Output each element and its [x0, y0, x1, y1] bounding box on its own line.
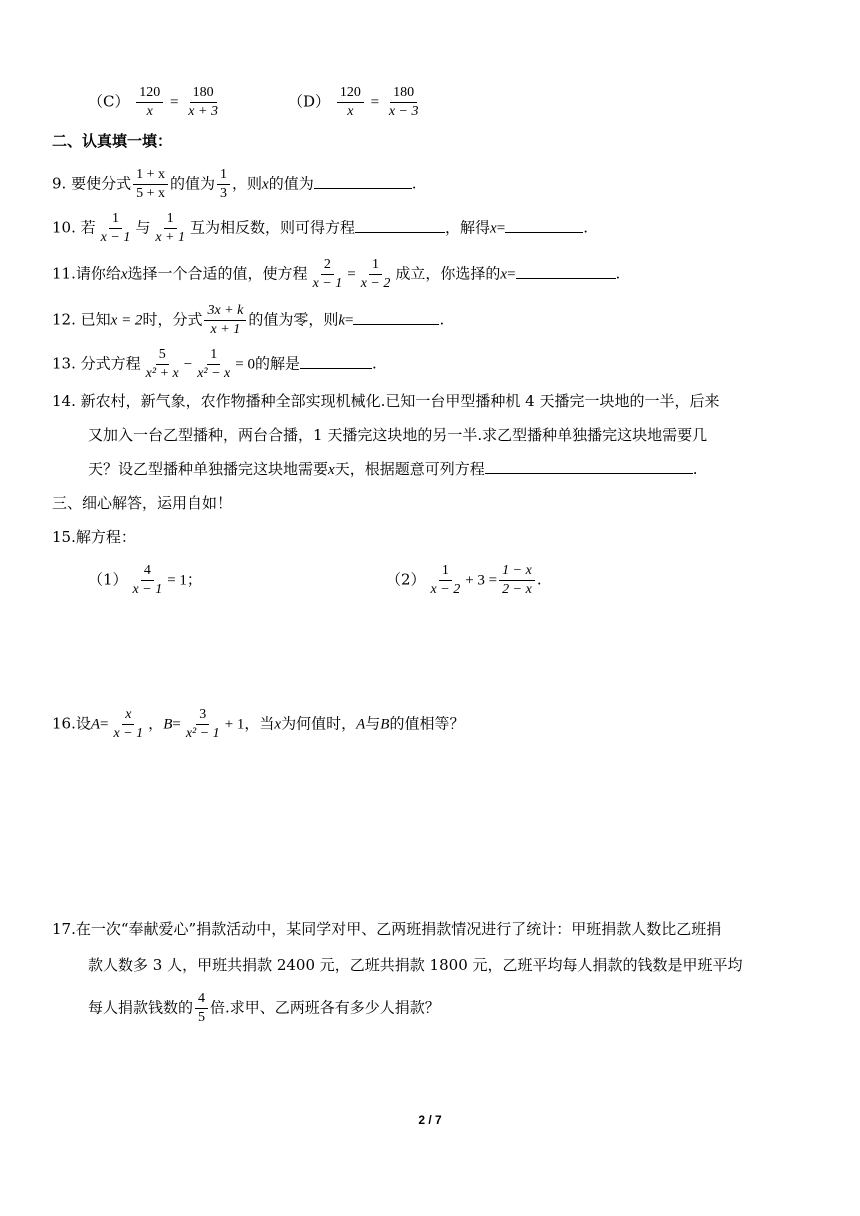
text: ，当: [244, 714, 275, 733]
text: 成立，你选择的: [395, 264, 501, 283]
text: 与: [365, 714, 381, 733]
fraction: [185, 84, 221, 121]
numerator: 1: [439, 562, 452, 581]
denominator: 5: [198, 1010, 206, 1025]
equals: =: [345, 312, 354, 329]
numerator: 4: [141, 562, 154, 581]
text: ，: [148, 714, 164, 733]
equals: =: [172, 716, 181, 733]
fraction: [204, 302, 246, 339]
text: 的解是: [255, 354, 301, 373]
fraction: [111, 706, 147, 743]
question-12: [52, 302, 444, 339]
text: 已知: [80, 310, 111, 329]
fraction: [358, 256, 394, 293]
fraction: [310, 256, 346, 293]
numerator: 4: [195, 990, 208, 1009]
variable: x: [274, 716, 282, 733]
text: 每人捐款钱数的: [88, 998, 194, 1017]
question-number: 13.: [52, 354, 76, 373]
denominator: x² − x: [197, 366, 231, 381]
variable: x: [262, 176, 269, 193]
equals: =: [370, 94, 380, 111]
text: = 1；: [167, 572, 202, 589]
fraction: [152, 210, 188, 247]
text: 的值为: [268, 174, 314, 193]
variable: B: [163, 716, 173, 733]
question-17-line-3: [88, 990, 440, 1027]
fraction: [217, 166, 230, 203]
numerator: 1 − x: [499, 562, 535, 581]
text: 为何值时，: [281, 714, 357, 733]
text: 倍.求甲、乙两班各有多少人捐款？: [210, 998, 440, 1017]
denominator: x + 1: [155, 230, 186, 245]
text: + 1: [224, 716, 245, 733]
numerator: 1: [369, 256, 382, 275]
denominator: x: [347, 104, 354, 119]
fraction: [98, 210, 134, 247]
question-15-title: 15.解方程：: [52, 528, 136, 546]
numerator: 3x + k: [204, 302, 246, 321]
equals: =: [496, 220, 506, 237]
variable: x: [490, 220, 497, 237]
denominator: x − 2: [360, 276, 391, 291]
text: 天？设乙型播种单独播完这块地需要: [88, 460, 329, 478]
numerator: 3: [196, 706, 209, 725]
answer-blank[interactable]: [355, 216, 445, 233]
section-3-title: 三、细心解答，运用自如！: [52, 494, 233, 512]
text: 天，根据题意可列方程: [334, 460, 485, 478]
part-label: （2）: [386, 570, 426, 589]
variable: x: [500, 266, 508, 283]
numerator: 1: [164, 210, 177, 229]
minus: −: [183, 356, 193, 373]
numerator: 1: [109, 210, 122, 229]
variable: k: [338, 312, 346, 329]
denominator: 3: [220, 186, 228, 201]
fraction: [136, 84, 163, 121]
denominator: x + 3: [188, 104, 218, 119]
answer-blank[interactable]: [485, 457, 693, 474]
text: 与: [135, 218, 151, 237]
numerator: 5: [156, 346, 169, 365]
variable: A: [90, 716, 101, 733]
text: .: [692, 460, 698, 478]
question-14-line-3: [88, 457, 697, 481]
text: 分式方程: [80, 354, 141, 373]
question-10: [52, 210, 588, 247]
denominator: x − 2: [430, 582, 461, 597]
text: 时，分式: [142, 310, 203, 329]
text: .: [536, 570, 542, 589]
equals: = 0: [235, 356, 255, 373]
numerator: 1: [207, 346, 220, 365]
answer-blank[interactable]: [300, 352, 372, 369]
text: 互为相反数，则可得方程: [190, 218, 356, 237]
variable: x: [120, 266, 128, 283]
question-11: [52, 256, 620, 293]
numerator: 120: [136, 84, 163, 103]
question-14-line-1: [52, 390, 720, 412]
numerator: x: [122, 706, 134, 725]
text: 新农村，新气象，农作物播种全部实现机械化.已知一台甲型播种机 4 天播完一块地的一半，后来: [80, 392, 720, 410]
choice-c: [88, 84, 223, 121]
question-number: 9.: [52, 174, 67, 193]
denominator: x² + x: [145, 366, 179, 381]
condition: x = 2: [110, 312, 143, 329]
numerator: 1: [217, 166, 230, 185]
denominator: x − 1: [100, 230, 131, 245]
fraction: [130, 562, 166, 599]
question-number: 11.: [52, 264, 76, 283]
fraction: [143, 346, 182, 383]
text: + 3 =: [465, 572, 498, 589]
numerator: 180: [190, 84, 217, 103]
text: ，则: [232, 174, 263, 193]
question-17-line-1: 17.在一次“奉献爱心”捐款活动中，某同学对甲、乙两班捐款情况进行了统计：甲班捐款人数比乙班捐: [52, 920, 722, 938]
denominator: x + 1: [210, 322, 241, 337]
choice-d-label: （D）: [288, 92, 331, 111]
fraction: [133, 166, 168, 203]
text: .: [439, 310, 445, 329]
part-label: （1）: [88, 570, 128, 589]
fraction: [195, 990, 208, 1027]
question-16: [52, 706, 464, 743]
page-number: 2 / 7: [418, 1113, 442, 1127]
text: 请你给: [75, 264, 121, 283]
text: .: [411, 174, 417, 193]
variable: x: [328, 462, 335, 478]
question-number: 14.: [52, 392, 76, 410]
numerator: 180: [390, 84, 417, 103]
answer-blank[interactable]: [353, 308, 439, 325]
question-15-part-1: [88, 562, 202, 599]
denominator: 2 − x: [502, 582, 532, 597]
question-14-line-2: 又加入一台乙型播种，两台合播，1 天播完这块地的另一半.求乙型播种单独播完这块地需要几: [88, 426, 708, 444]
numerator: 1 + x: [133, 166, 168, 185]
equals: =: [507, 266, 516, 283]
numerator: 2: [321, 256, 334, 275]
section-2-title: 二、认真填一填：: [52, 132, 173, 150]
choice-d: [288, 84, 424, 121]
numerator: 120: [337, 84, 364, 103]
text: 选择一个合适的值，使方程: [127, 264, 308, 283]
text: ，解得: [445, 218, 491, 237]
equals: =: [347, 266, 356, 283]
question-number: 12.: [52, 310, 76, 329]
question-number: 10.: [52, 218, 76, 237]
denominator: x − 3: [388, 104, 419, 119]
text: 的值为: [170, 174, 216, 193]
answer-blank[interactable]: [314, 172, 412, 189]
question-13: [52, 346, 377, 383]
text: .: [615, 264, 621, 283]
choice-c-label: （C）: [88, 92, 130, 111]
text: 的值为零，则: [248, 310, 339, 329]
answer-blank[interactable]: [516, 262, 616, 279]
fraction: [499, 562, 535, 599]
text: 的值相等？: [389, 714, 465, 733]
text: 若: [80, 218, 96, 237]
denominator: x² − 1: [185, 726, 220, 741]
variable: A: [356, 716, 366, 733]
text: 16.设: [52, 714, 91, 733]
fraction: [337, 84, 364, 121]
denominator: 5 + x: [136, 186, 166, 201]
fraction: [428, 562, 464, 599]
variable: B: [380, 716, 390, 733]
fraction: [386, 84, 422, 121]
fraction: [183, 706, 223, 743]
text: .: [583, 218, 588, 237]
denominator: x − 1: [113, 726, 144, 741]
question-17-line-2: 款人数多 3 人，甲班共捐款 2400 元，乙班共捐款 1800 元，乙班平均每人捐款的钱数是甲班平均: [88, 956, 743, 974]
denominator: x − 1: [132, 582, 163, 597]
denominator: x − 1: [312, 276, 343, 291]
text: .: [372, 354, 377, 373]
denominator: x: [146, 104, 153, 119]
answer-blank[interactable]: [505, 216, 583, 233]
equals: =: [170, 94, 179, 111]
equals: =: [100, 716, 109, 733]
text: 要使分式: [71, 174, 132, 193]
fraction: [194, 346, 233, 383]
question-15-part-2: [386, 562, 542, 599]
question-9: [52, 166, 417, 203]
